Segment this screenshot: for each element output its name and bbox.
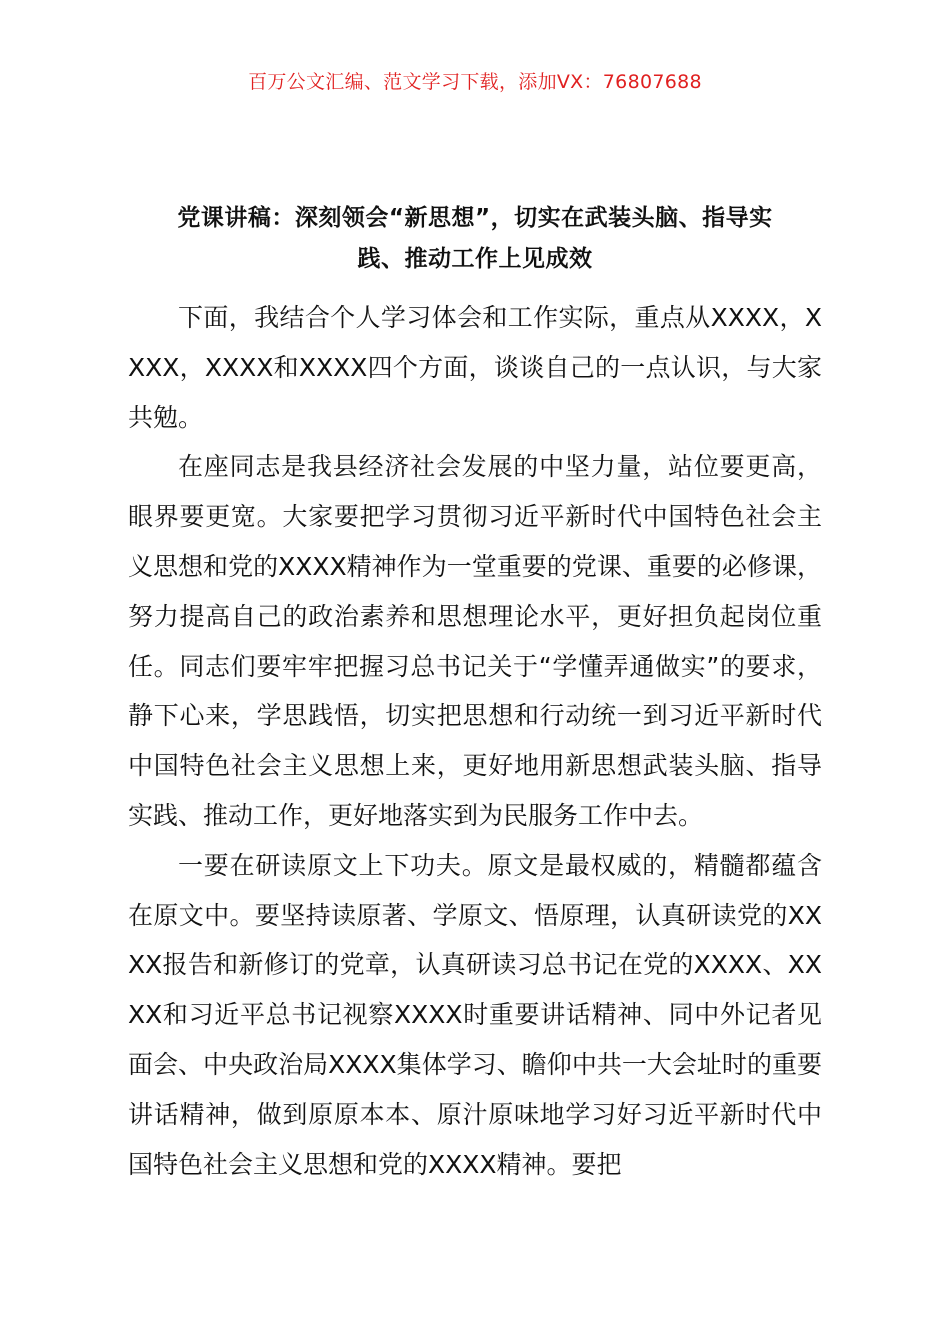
title-line-1: 党课讲稿：深刻领会“新思想”，切实在武装头脑、指导实 [177, 205, 773, 231]
paragraph-intro: 下面，我结合个人学习体会和工作实际，重点从XXXX，XXXX，XXXX和XXXX四个方面，谈谈自己的一点认识，与大家共勉。 [128, 303, 822, 432]
title-line-2: 践、推动工作上见成效 [357, 246, 593, 272]
paragraph-stance: 在座同志是我县经济社会发展的中坚力量，站位要更高，眼界要更宽。大家要把学习贯彻习近平新时代中国特色社会主义思想和党的XXXX精神作为一堂重要的党课、重要的必修课，努力提高自己的政治素养和思想理论水平，更好担负起岗位重任。同志们要牢牢把握习总书记关于“学懂弄通做实”的要求，静下心来，学思践悟，切实把思想和行动统一到习近平新时代中国特色社会主义思想上来，更好地用新思想武装头脑、指导实践、推动工作，更好地落实到为民服务工作中去。 [128, 452, 822, 830]
document-body [128, 293, 822, 1189]
header-note: 百万公文汇编、范文学习下载，添加VX：76807688 [248, 71, 702, 93]
document-title [128, 198, 822, 280]
paragraph-first-point: 一要在研读原文上下功夫。原文是最权威的，精髓都蕴含在原文中。要坚持读原著、学原文、悟原理，认真研读党的XXXX报告和新修订的党章，认真研读习总书记在党的XXXX、XXXX和习近平总书记视察XXXX时重要讲话精神、同中外记者见面会、中央政治局XXXX集体学习、瞻仰中共一大会址时的重要讲话精神，做到原原本本、原汁原味地学习好习近平新时代中国特色社会主义思想和党的XXXX精神。要把 [128, 850, 822, 1179]
